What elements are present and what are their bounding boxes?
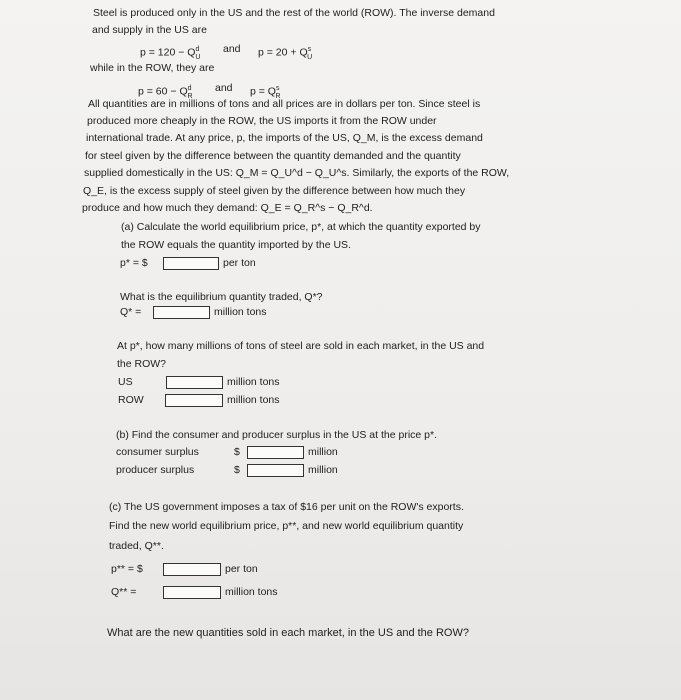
row-demand-equation: $p = 60 - Q^d_R$ — [138, 85, 193, 100]
part-c-question-line-2: Find the new world equilibrium price, p**, and new world equilibrium quantity — [109, 520, 464, 532]
us-quantity-row — [118, 373, 280, 391]
equilibrium-quantity-label: Q* = — [120, 306, 142, 318]
equilibrium-quantity-row — [120, 303, 267, 321]
part-c-question-line-3: traded, Q**. — [109, 540, 164, 552]
row-quantity-row — [118, 391, 280, 409]
equilibrium-price-unit: per ton — [223, 257, 256, 269]
equilibrium-price-row — [120, 254, 256, 272]
body-line-6: Q_E, is the excess supply of steel given by the difference between how much they — [83, 185, 466, 197]
producer-surplus-label: producer surplus — [116, 464, 195, 476]
new-price-input[interactable] — [163, 563, 221, 576]
new-quantity-row — [111, 583, 278, 601]
new-quantity-input[interactable] — [163, 586, 221, 599]
consumer-surplus-unit: million — [308, 446, 338, 458]
row-intro: while in the ROW, they are — [90, 62, 215, 74]
body-line-4: for steel given by the difference between the quantity demanded and the quantity — [85, 150, 461, 162]
new-price-row — [111, 560, 258, 578]
row-quantity-label: ROW — [118, 394, 144, 406]
consumer-surplus-input[interactable] — [247, 446, 304, 459]
new-quantity-label: Q** = — [111, 586, 137, 598]
final-question: What are the new quantities sold in each market, in the US and the ROW? — [107, 627, 469, 639]
market-question-line-2: the ROW? — [117, 358, 167, 370]
us-and-word: and — [223, 43, 241, 55]
equilibrium-quantity-unit: million tons — [214, 306, 267, 318]
new-price-unit: per ton — [225, 563, 258, 575]
consumer-surplus-currency: $ — [234, 446, 240, 458]
part-c-question-line-1: (c) The US government imposes a tax of $16 per unit on the ROW's exports. — [109, 501, 464, 513]
producer-surplus-input[interactable] — [247, 464, 304, 477]
part-a-question-line-1: (a) Calculate the world equilibrium price, p*, at which the quantity exported by — [121, 221, 481, 233]
consumer-surplus-row — [116, 443, 338, 461]
row-and-word: and — [215, 82, 233, 94]
body-line-7: produce and how much they demand: Q_E = Q_R^s − Q_R^d. — [82, 202, 373, 214]
equilibrium-price-input[interactable] — [163, 257, 219, 270]
part-a-question-line-2: the ROW equals the quantity imported by the US. — [121, 239, 351, 251]
equilibrium-quantity-question: What is the equilibrium quantity traded, Q*? — [120, 291, 323, 303]
consumer-surplus-label: consumer surplus — [116, 446, 199, 458]
new-quantity-unit: million tons — [225, 586, 278, 598]
us-quantity-label: US — [118, 376, 133, 388]
body-line-1: All quantities are in millions of tons and all prices are in dollars per ton. Since steel is — [88, 98, 481, 110]
new-price-label: p** = $ — [111, 563, 143, 575]
intro-line-1: Steel is produced only in the US and the rest of the world (ROW). The inverse demand — [93, 7, 495, 19]
market-question-line-1: At p*, how many millions of tons of steel are sold in each market, in the US and — [117, 340, 485, 352]
producer-surplus-unit: million — [308, 464, 338, 476]
body-line-5: supplied domestically in the US: Q_M = Q_U^d − Q_U^s. Similarly, the exports of the ROW, — [84, 167, 510, 179]
row-quantity-unit: million tons — [227, 394, 280, 406]
intro-line-2: and supply in the US are — [92, 24, 207, 36]
body-line-3: international trade. At any price, p, the imports of the US, Q_M, is the excess demand — [86, 132, 483, 144]
equilibrium-quantity-input[interactable] — [153, 306, 210, 319]
us-demand-equation: $p = 120 - Q^d_U$ — [140, 46, 201, 61]
producer-surplus-currency: $ — [234, 464, 240, 476]
us-quantity-unit: million tons — [227, 376, 280, 388]
part-b-question: (b) Find the consumer and producer surplus in the US at the price p*. — [116, 429, 437, 441]
equilibrium-price-label: p* = $ — [120, 257, 148, 269]
body-line-2: produced more cheaply in the ROW, the US imports it from the ROW under — [87, 115, 437, 127]
producer-surplus-row — [116, 461, 338, 479]
row-quantity-input[interactable] — [165, 394, 223, 407]
row-supply-equation: $p = Q^s_R$ — [250, 85, 281, 100]
us-supply-equation: $p = 20 + Q^s_U$ — [258, 46, 313, 61]
us-quantity-input[interactable] — [166, 376, 223, 389]
